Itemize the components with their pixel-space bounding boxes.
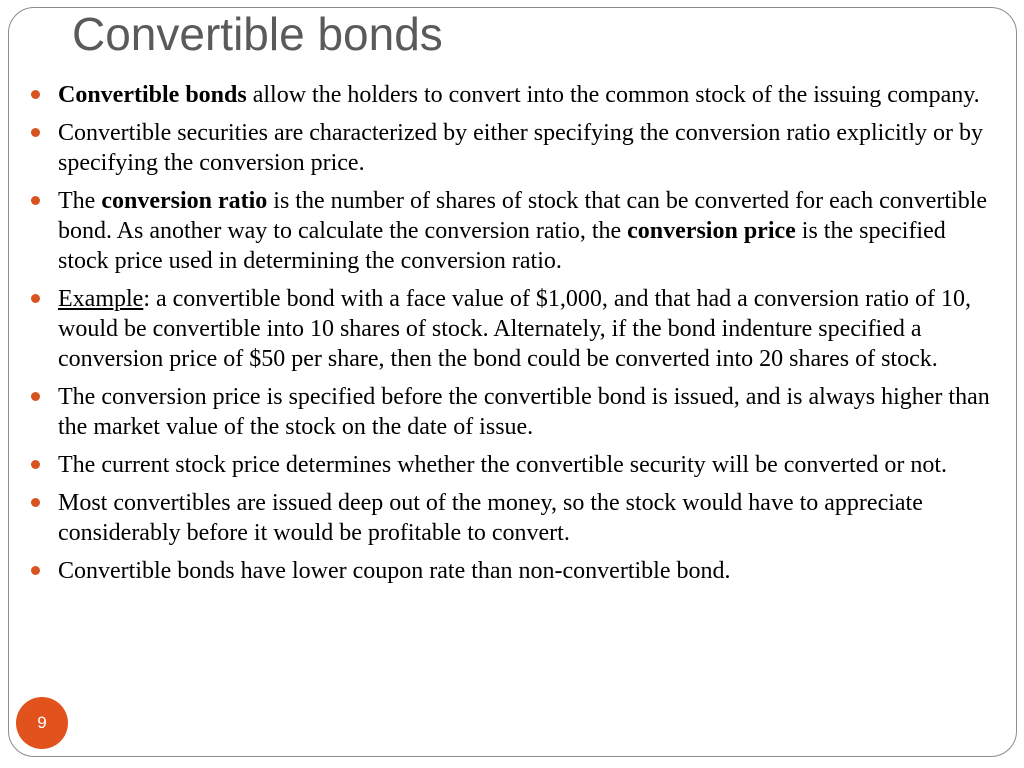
bullet-item xyxy=(31,284,999,374)
bullet-text: Convertible bonds have lower coupon rate than non-convertible bond. xyxy=(58,558,731,584)
bullet-dot-icon xyxy=(31,566,40,575)
bullet-dot-icon xyxy=(31,498,40,507)
bullet-text: is the number of shares of stock that can be converted for each convertible bond. As another way to calculate the conversion ratio, the xyxy=(58,188,988,244)
bold-term: conversion ratio xyxy=(101,188,268,214)
bullet-item xyxy=(31,450,999,480)
bullet-item xyxy=(31,80,999,110)
bullet-item xyxy=(31,488,999,548)
bullet-text: The current stock price determines whether the convertible security will be converted or not. xyxy=(58,452,947,478)
bullet-dot-icon xyxy=(31,128,40,137)
bullet-item xyxy=(31,382,999,442)
bullet-text: Convertible securities are characterized by either specifying the conversion ratio explicitly or by specifying the conversion price. xyxy=(58,120,983,176)
bullet-item xyxy=(31,118,999,178)
bullet-dot-icon xyxy=(31,196,40,205)
bold-term: conversion price xyxy=(627,218,796,244)
bullet-text: is the specified stock price used in determining the conversion ratio. xyxy=(58,218,946,274)
bullet-text: allow the holders to convert into the common stock of the issuing company. xyxy=(246,82,980,108)
bullet-text: : a convertible bond with a face value of $1,000, and that had a conversion ratio of 10, would be convertible into 10 shares of stock. Alternately, if the bond indenture specified a conversion price of $50 per share, then the bond could be converted into 20 shares of stock. xyxy=(58,286,972,372)
bold-term: Convertible bonds xyxy=(58,82,247,108)
bullet-text: Most convertibles are issued deep out of the money, so the stock would have to appreciate considerably before it would be profitable to convert. xyxy=(58,490,923,546)
bullet-dot-icon xyxy=(31,90,40,99)
bullet-text: The conversion price is specified before the convertible bond is issued, and is always higher than the market value of the stock on the date of issue. xyxy=(58,384,990,440)
bullet-dot-icon xyxy=(31,460,40,469)
slide-title: Convertible bonds xyxy=(72,8,443,60)
bullet-dot-icon xyxy=(31,392,40,401)
bullet-dot-icon xyxy=(31,294,40,303)
example-label: Example xyxy=(58,286,144,312)
bullet-text: The xyxy=(58,188,102,214)
bullet-item xyxy=(31,186,999,276)
page-number-badge: 9 xyxy=(16,697,68,749)
bullet-list xyxy=(31,80,999,594)
bullet-item xyxy=(31,556,999,586)
